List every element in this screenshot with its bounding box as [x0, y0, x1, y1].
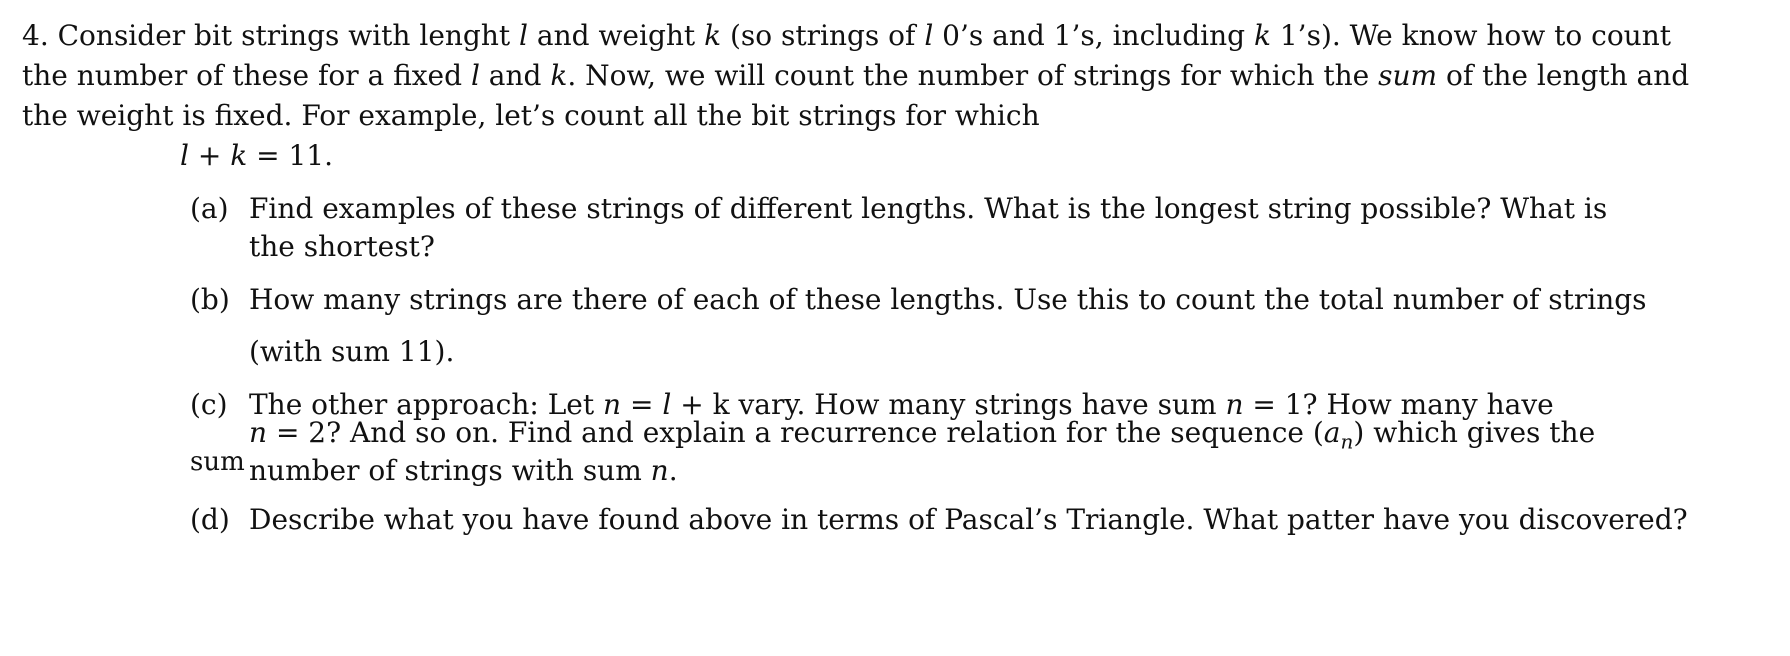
part-c-line-2: [249, 417, 1595, 458]
math-k: k: [1254, 19, 1271, 52]
math-k: k: [704, 19, 722, 52]
math-l: l: [924, 19, 934, 52]
intro-text: Consider bit strings with lenght: [57, 19, 520, 52]
part-b-line-1: How many strings are there of each of these lengths. Use this to count the total number of strings: [249, 283, 1647, 316]
emphasis-sum: sum: [1378, 59, 1438, 92]
math-n: n: [650, 454, 669, 487]
part-c-line-3: [249, 455, 678, 487]
math-l: l: [519, 19, 529, 52]
intro-line-1: [22, 20, 1671, 52]
intro-text: of the length and: [1437, 59, 1690, 92]
intro-text: 1’s). We know how to count: [1270, 19, 1671, 52]
intro-text: . Now, we will count the number of strings for which the: [567, 59, 1379, 92]
problem-number: 4.: [22, 19, 49, 52]
math-n: n: [249, 416, 268, 449]
part-c-text: number of strings with sum: [249, 454, 651, 487]
equation: [180, 140, 333, 172]
math-n: n: [603, 388, 622, 421]
math-l: l: [180, 139, 189, 172]
part-a-line-1: Find examples of these strings of different lengths. What is the longest string possible? What is: [249, 192, 1608, 225]
part-c-text: + k vary. How many strings have sum: [671, 388, 1226, 421]
part-c-text: = 2? And so on. Find and explain a recurrence relation for the sequence (: [267, 416, 1324, 449]
part-b-label: (b): [190, 283, 230, 316]
part-d-line-1: Describe what you have found above in terms of Pascal’s Triangle. What patter have you discovered?: [249, 503, 1688, 536]
part-c-text: .: [668, 454, 678, 487]
part-c-text: The other approach: Let: [249, 388, 604, 421]
part-c-text: = 1? How many have: [1243, 388, 1554, 421]
intro-text: 0’s and 1’s, including: [933, 19, 1254, 52]
part-c-text: =: [621, 388, 663, 421]
math-subscript-n: n: [1340, 429, 1354, 454]
part-c-text: ) which gives the: [1353, 416, 1596, 449]
intro-text: (so strings of: [721, 19, 925, 52]
math-l: l: [470, 59, 480, 92]
part-b-line-2: (with sum 11).: [249, 335, 455, 368]
math-n: n: [1225, 388, 1244, 421]
intro-line-3: the weight is fixed. For example, let’s count all the bit strings for which: [22, 99, 1040, 132]
part-a-line-2: the shortest?: [249, 230, 435, 263]
math-k: k: [550, 59, 568, 92]
math-a: a: [1323, 416, 1341, 449]
equation-plus: +: [188, 139, 231, 172]
math-k: k: [230, 139, 248, 172]
part-c-sum-word: sum: [190, 447, 245, 477]
intro-text: and: [479, 59, 551, 92]
intro-text: and weight: [528, 19, 705, 52]
part-d-label: (d): [190, 503, 230, 536]
part-c-label: (c): [190, 388, 228, 421]
part-a-label: (a): [190, 192, 229, 225]
math-l: l: [662, 388, 672, 421]
intro-line-2: [22, 60, 1689, 92]
intro-text: the number of these for a fixed: [22, 59, 471, 92]
equation-equals: = 11.: [247, 139, 333, 172]
